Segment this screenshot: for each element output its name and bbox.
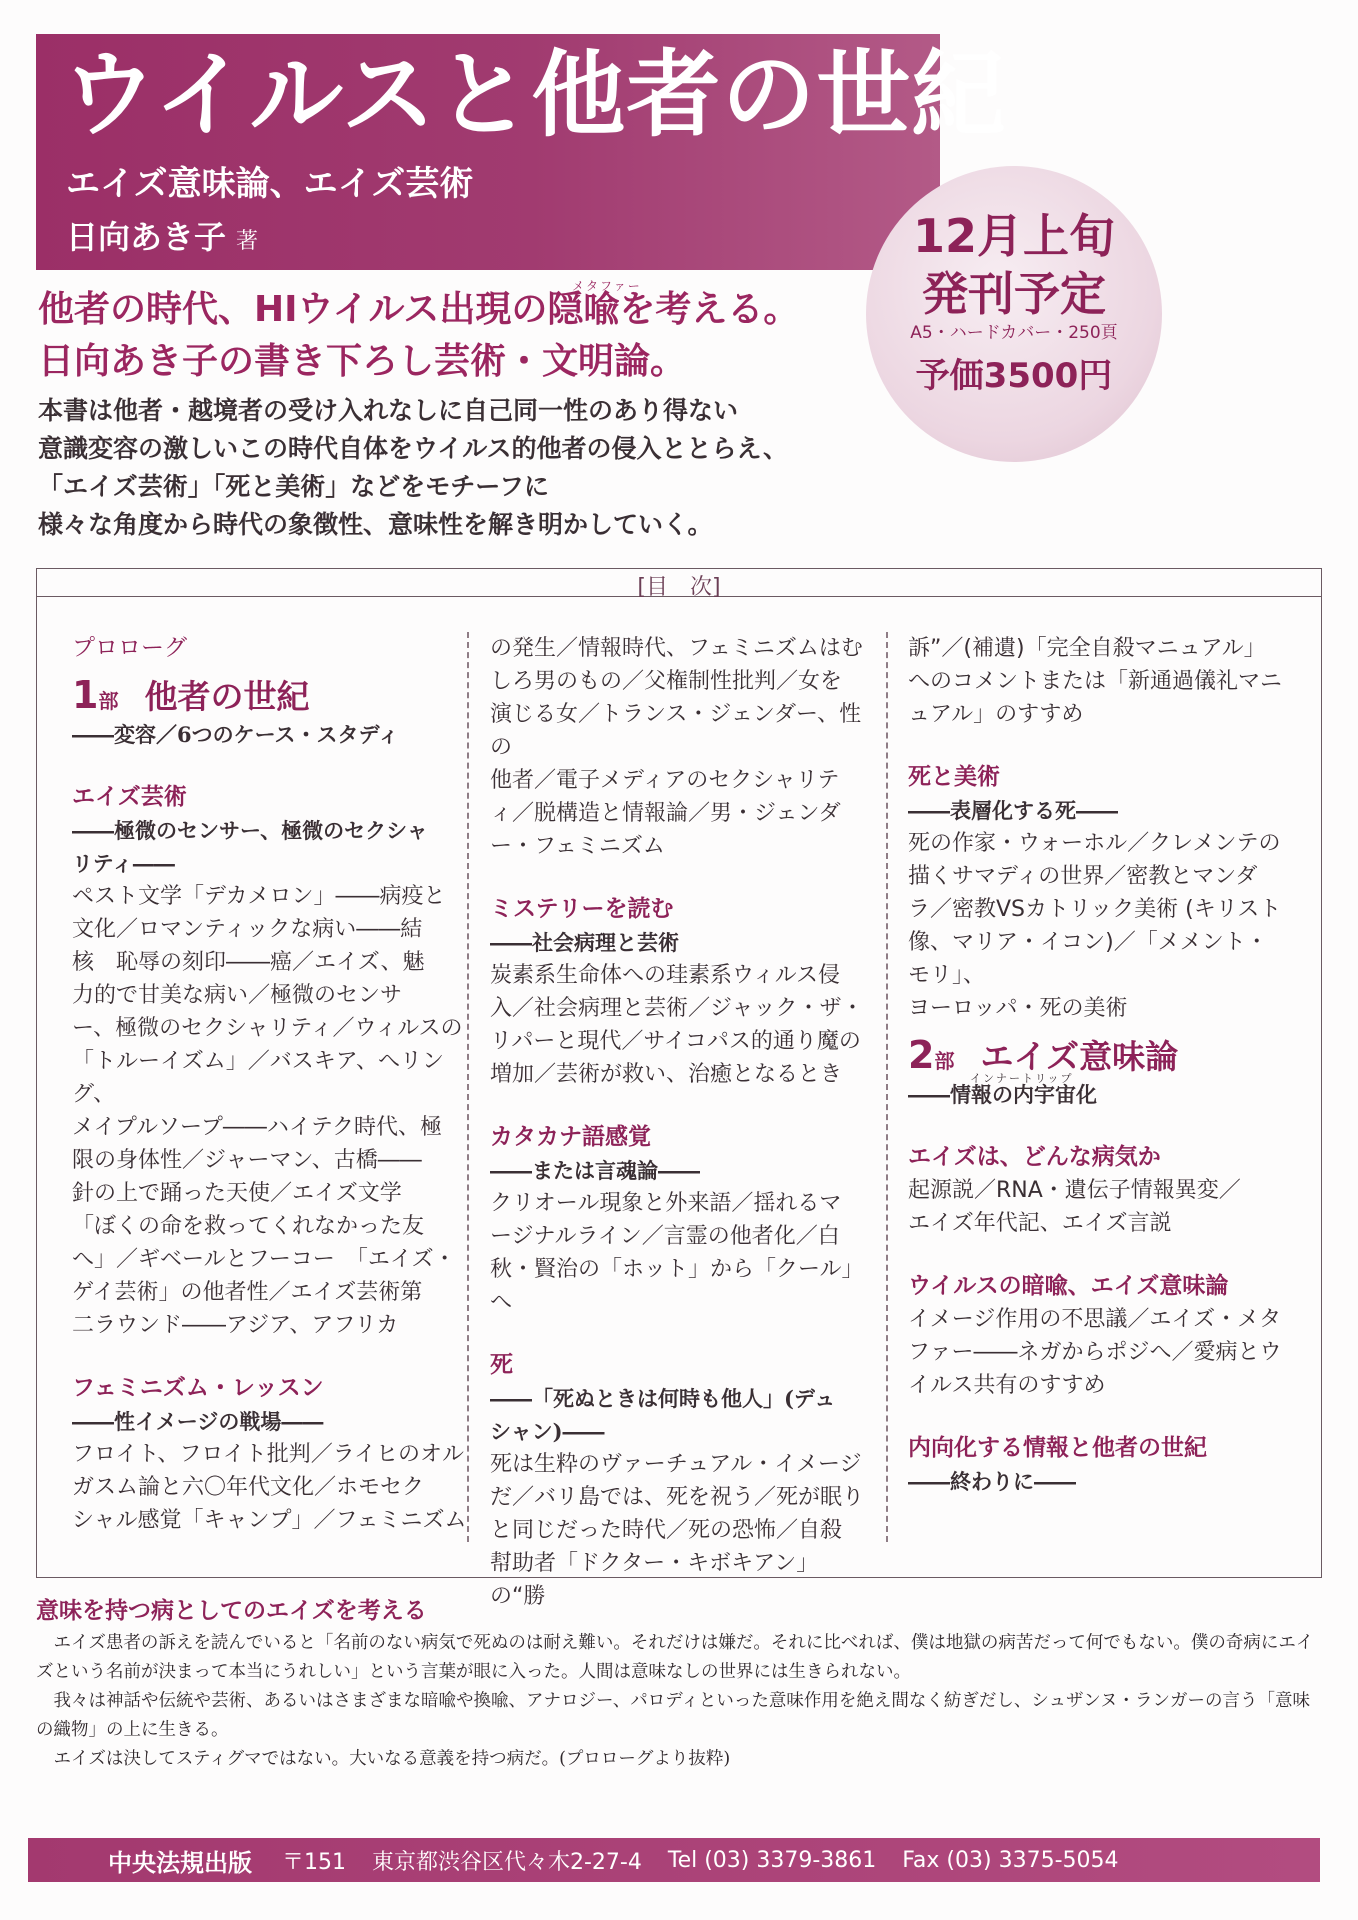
book-title: ウイルスと他者の世紀 [62,41,1007,150]
toc-section-sub: ――表層化する死―― [908,798,1118,823]
toc-line: 像、マリア・イコン)／「メメント・モリ」、 [908,930,1268,988]
toc-line: 増加／芸術が救い、治癒となるとき [490,1062,843,1087]
part-suffix: 部 [934,1049,955,1073]
toc-line: 他者／電子メディアのセクシャリテ [490,768,840,793]
toc-section-title: エイズ芸術 [72,784,187,810]
toc-line: ー・フェミニズム [490,834,665,859]
footer-band [28,1838,1320,1882]
telephone: Tel (03) 3379-3861 [667,1847,877,1873]
release-status: 発刊予定 [922,267,1106,321]
toc-line: ヨーロッパ・死の美術 [908,996,1128,1021]
intro-line: 本書は他者・越境者の受け入れなしに自己同一性のあり得ない [38,396,739,425]
part-subtitle [908,1072,1288,1111]
intro-line: 「エイズ芸術」「死と美術」などをモチーフに [38,472,550,501]
headline-ruby: メタファー [572,279,642,293]
toc-section-sub: ――極微のセンサー、極微のセクシャ [72,818,428,843]
toc-section-title: ウイルスの暗喩、エイズ意味論 [908,1273,1229,1299]
toc-line: 核 恥辱の刻印――癌／エイズ、魅 [72,950,425,975]
column-divider [886,632,888,1542]
toc-line: リパーと現代／サイコパス的通り魔の [490,1029,861,1054]
toc-line: 文化／ロマンティックな病い――結 [72,917,423,942]
toc-line: クリオール現象と外来語／揺れるマ [490,1191,842,1216]
toc-line: フロイト、フロイト批判／ライヒのオル [72,1442,465,1467]
toc-section-title: ミステリーを読む [490,896,674,922]
book-spec: A5・ハードカバー・250頁 [910,323,1118,343]
book-subtitle: エイズ意味論、エイズ芸術 [66,164,474,204]
toc-line: ガスム論と六〇年代文化／ホモセク [72,1475,425,1500]
address: 東京都渋谷区代々木2-27-4 [372,1849,642,1875]
toc-line: 炭素系生命体への珪素系ウィルス侵 [490,963,841,988]
release-badge [866,166,1162,462]
toc-line: 訴”／(補遺)「完全自殺マニュアル」 [908,636,1266,661]
part-subtitle: ――変容／6つのケース・スタディ [72,722,399,747]
toc-line: ペスト文学「デカメロン」――病疫と [72,884,446,909]
toc-section-title: エイズは、どんな病気か [908,1144,1161,1170]
toc-line: 起源説／RNA・遺伝子情報異変／ [908,1178,1241,1203]
publisher-name: 中央法規出版 [108,1848,252,1877]
toc-line: と同じだった時代／死の恐怖／自殺 [490,1518,843,1543]
part-number: 1 [72,673,99,717]
toc-line: 限の身体性／ジャーマン、古橋―― [72,1148,422,1173]
toc-section-sub: ――性イメージの戦場―― [72,1409,324,1434]
toc-section-sub: ――終わりに―― [908,1469,1076,1494]
essay-paragraph: エイズ患者の訴えを読んでいると「名前のない病気で死ぬのは耐え難い。それだけは嫌だ。それに比べれば、僕は地獄の病苦だって何でもない。僕の奇病にエイズという名前が決まって本当にうれしい」という言葉が眼に入った。人間は意味なしの世界には生きられない。 [36,1633,1314,1682]
toc-column-2 [490,632,868,1613]
toc-section-sub: リティ―― [72,851,175,876]
toc-line: 「トルーイズム」／バスキア、へリング、 [72,1049,445,1107]
toc-line: イメージ作用の不思議／エイズ・メタ [908,1307,1282,1332]
toc-line: しろ男のもの／父権制性批判／女を [490,669,843,694]
part-subtitle-text: ――情報の内宇宙化 [908,1082,1097,1107]
toc-line: だ／バリ島では、死を祝う／死が眠り [490,1485,865,1510]
toc-line: ー、極微のセクシャリティ／ウィルスの [72,1016,463,1041]
toc-section-title: 死と美術 [908,764,1000,790]
toc-section-sub: シャン)―― [490,1419,605,1444]
toc-section-title: 死 [490,1352,513,1378]
toc-line: 秋・賢治の「ホット」から「クール」へ [490,1257,864,1315]
fax: Fax (03) 3375-5054 [902,1847,1119,1873]
intro-line: 意識変容の激しいこの時代自体をウイルス的他者の侵入ととらえ、 [38,434,789,463]
toc-line: 入／社会病理と芸術／ジャック・ザ・ [490,996,864,1021]
author-suffix: 著 [236,229,259,254]
toc-part-2 [908,1033,1288,1078]
toc-heading: [目 次] [637,575,721,600]
toc-line: ラ／密教VSカトリック美術 (キリスト [908,897,1282,922]
toc-line: 二ラウンド――アジア、アフリカ [72,1313,399,1338]
essay-excerpt [36,1592,1326,1774]
toc-column-1 [72,632,472,1537]
headline-line-1: 他者の時代、HIウイルス出現の隠喩を考える。 [38,289,800,330]
part-suffix: 部 [98,689,119,713]
toc-section-title: カタカナ語感覚 [490,1124,651,1150]
intro-line: 様々な角度から時代の象徴性、意味性を解き明かしていく。 [38,510,713,539]
book-price: 予価3500円 [915,356,1113,396]
part-title: 他者の世紀 [144,677,310,716]
essay-title: 意味を持つ病としてのエイズを考える [36,1597,427,1624]
toc-line: 幇助者「ドクター・キボキアン」の“勝 [490,1551,819,1609]
postal-code: 〒151 [282,1849,346,1875]
author [66,212,258,258]
toc-line: へ」／ギベールとフーコー 「エイズ・ [72,1247,456,1272]
toc-line: エイズ年代記、エイズ言説 [908,1211,1172,1236]
headline [38,276,799,388]
toc-section-title: 内向化する情報と他者の世紀 [908,1435,1207,1461]
essay-paragraph: 我々は神話や伝統や芸術、あるいはさまざまな暗喩や換喩、アナロジー、パロディといった意味作用を絶え間なく紡ぎだし、シュザンヌ・ランガーの言う「意味の織物」の上に生きる。 [36,1691,1310,1740]
intro-text [38,392,788,544]
toc-line: メイプルソープ――ハイテク時代、極 [72,1115,443,1140]
toc-line: 針の上で踊った天使／エイズ文学 [72,1181,402,1206]
toc-part-1 [72,673,472,718]
toc-line: 死は生粋のヴァーチュアル・イメージ [490,1452,862,1477]
part-title: エイズ意味論 [980,1037,1179,1076]
toc-prologue: プロローグ [72,635,187,661]
toc-line: 演じる女／トランス・ジェンダー、性の [490,702,862,760]
toc-line: ファー――ネガからポジへ／愛病とウ [908,1340,1282,1365]
toc-line: の発生／情報時代、フェミニズムはむ [490,636,863,661]
toc-section-sub: ――「死ぬときは何時も他人」(デュ [490,1386,836,1411]
toc-line: イルス共有のすすめ [908,1373,1106,1398]
part-number: 2 [908,1033,935,1077]
toc-line: ージナルライン／言霊の他者化／白 [490,1224,840,1249]
author-name: 日向あき子 [66,218,227,256]
toc-line: 力的で甘美な病い／極微のセンサ [72,983,403,1008]
toc-line: シャル感覚「キャンプ」／フェミニズム [72,1508,467,1533]
toc-line: 描くサマディの世界／密教とマンダ [908,864,1258,889]
release-date: 12月上旬 [912,209,1115,263]
toc-section-title: フェミニズム・レッスン [72,1375,324,1401]
toc-section-sub: ――または言魂論―― [490,1158,700,1183]
toc-section-sub: ――社会病理と芸術 [490,930,679,955]
toc-line: ュアル」のすすめ [908,702,1084,727]
part-subtitle-ruby: インナートリップ [970,1072,1074,1085]
toc-line: へのコメントまたは「新通過儀礼マニ [908,669,1283,694]
essay-paragraph: エイズは決してスティグマではない。大いなる意義を持つ病だ。(プロローグより抜粋) [53,1749,731,1769]
toc-line: ィ／脱構造と情報論／男・ジェンダ [490,801,841,826]
toc-line: 死の作家・ウォーホル／クレメンテの [908,831,1281,856]
toc-line: ゲイ芸術」の他者性／エイズ芸術第 [72,1280,423,1305]
toc-line: 「ぼくの命を救ってくれなかった友 [72,1214,425,1239]
headline-line-2: 日向あき子の書き下ろし芸術・文明論。 [38,341,687,383]
toc-column-3 [908,632,1288,1498]
